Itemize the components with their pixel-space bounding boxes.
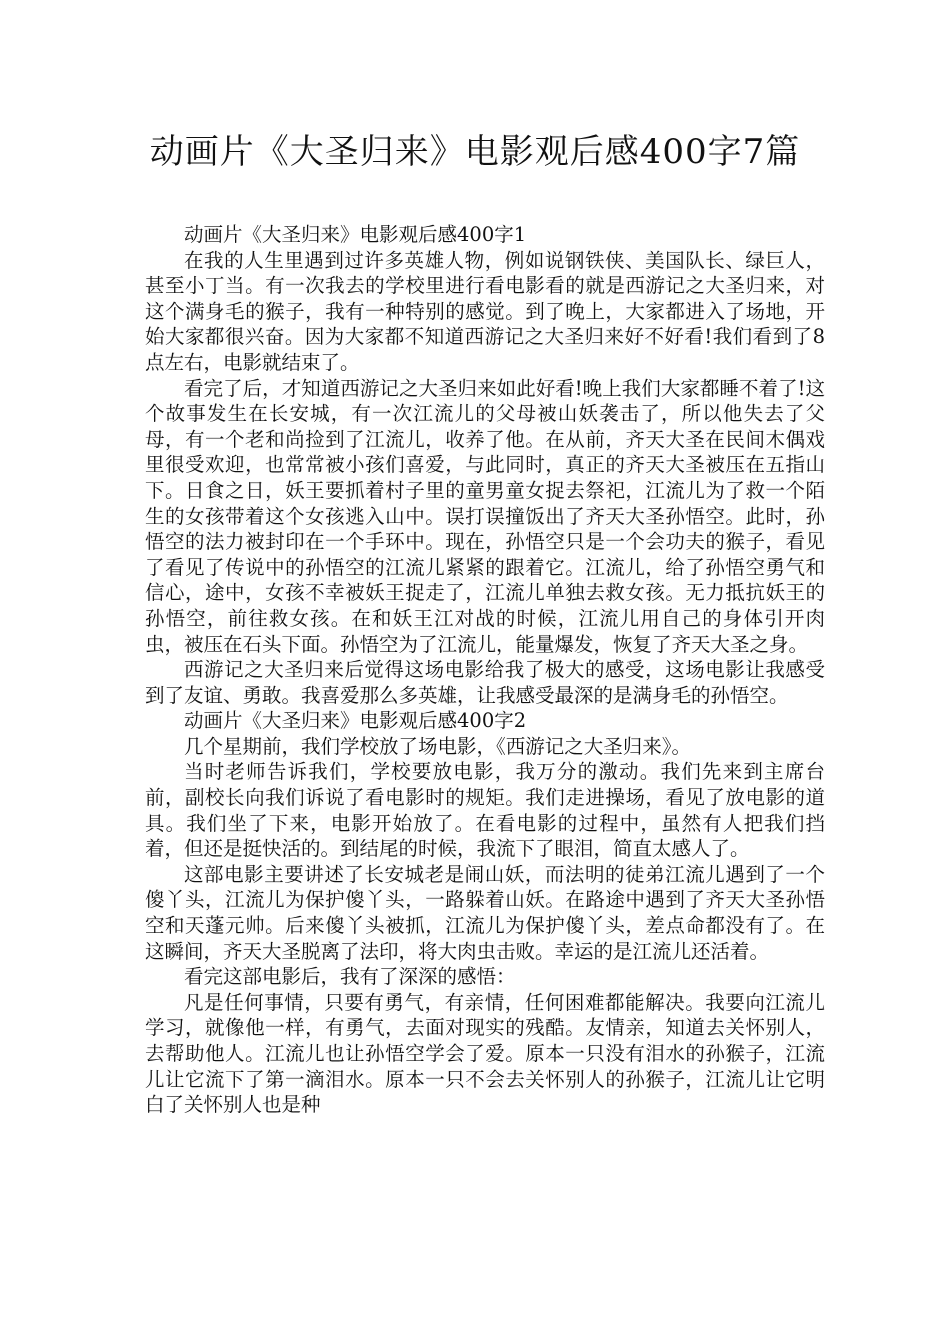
body-paragraph: 西游记之大圣归来后觉得这场电影给我了极大的感受，这场电影让我感受到了友谊、勇敢。我喜爱那么多英雄，让我感受最深的是满身毛的孙悟空。: [145, 658, 825, 707]
body-paragraph: 几个星期前，我们学校放了场电影，《西游记之大圣归来》。: [184, 734, 692, 758]
body-paragraph: 当时老师告诉我们，学校要放电影，我万分的激动。我们先来到主席台前，副校长向我们诉说了看电影时的规矩。我们走进操场，看见了放电影的道具。我们坐了下来，电影开始放了。在看电影的过程中，虽然有人把我们挡着，但还是挺快活的。到结尾的时候，我流下了眼泪，简直太感人了。: [145, 760, 825, 861]
body-paragraph: 在我的人生里遇到过许多英雄人物，例如说钢铁侠、美国队长、绿巨人，甚至小丁当。有一次我去的学校里进行看电影看的就是西游记之大圣归来，对这个满身毛的猴子，我有一种特别的感觉。到了晚上，大家都进入了场地，开始大家都很兴奋。因为大家都不知道西游记之大圣归来好不好看!我们看到了8点左右，电影就结束了。: [145, 248, 825, 374]
section-heading-1: 动画片《大圣归来》电影观后感400字1: [184, 223, 527, 246]
section-heading-2: 动画片《大圣归来》电影观后感400字2: [184, 709, 527, 733]
document-body: [145, 222, 825, 1118]
body-paragraph: 这部电影主要讲述了长安城老是闹山妖，而法明的徒弟江流儿遇到了一个傻丫头，江流儿为保护傻丫头，一路躲着山妖。在路途中遇到了齐天大圣孙悟空和天蓬元帅。后来傻丫头被抓，江流儿为保护傻丫头，差点命都没有了。在这瞬间，齐天大圣脱离了法印，将大肉虫击败。幸运的是江流儿还活着。: [145, 862, 825, 963]
body-paragraph: 看完这部电影后，我有了深深的感悟：: [184, 965, 516, 989]
body-paragraph: 看完了后，才知道西游记之大圣归来如此好看!晚上我们大家都睡不着了!这个故事发生在长安城，有一次江流儿的父母被山妖袭击了，所以他失去了父母，有一个老和尚捡到了江流儿，收养了他。在从前，齐天大圣在民间木偶戏里很受欢迎，也常常被小孩们喜爱，与此同时，真正的齐天大圣被压在五指山下。日食之日，妖王要抓着村子里的童男童女捉去祭祀，江流儿为了救一个陌生的女孩带着这个女孩逃入山中。误打误撞饭出了齐天大圣孙悟空。此时，孙悟空的法力被封印在一个手环中。现在，孙悟空只是一个会功夫的猴子，看见了看见了传说中的孙悟空的江流儿紧紧的跟着它。江流儿，给了孙悟空勇气和信心，途中，女孩不幸被妖王捉走了，江流儿单独去救女孩。无力抵抗妖王的孙悟空，前往救女孩。在和妖王江对战的时候，江流儿用自己的身体引开肉虫，被压在石头下面。孙悟空为了江流儿，能量爆发，恢复了齐天大圣之身。: [145, 376, 825, 656]
document-title: 动画片《大圣归来》电影观后感400字7篇: [149, 132, 801, 172]
body-paragraph: 凡是任何事情，只要有勇气，有亲情，任何困难都能解决。我要向江流儿学习，就像他一样，有勇气，去面对现实的残酷。友情亲，知道去关怀别人，去帮助他人。江流儿也让孙悟空学会了爱。原本一只没有泪水的孙猴子，江流儿让它流下了第一滴泪水。原本一只不会去关怀别人的孙猴子，江流儿让它明白了关怀别人也是种: [145, 990, 825, 1117]
